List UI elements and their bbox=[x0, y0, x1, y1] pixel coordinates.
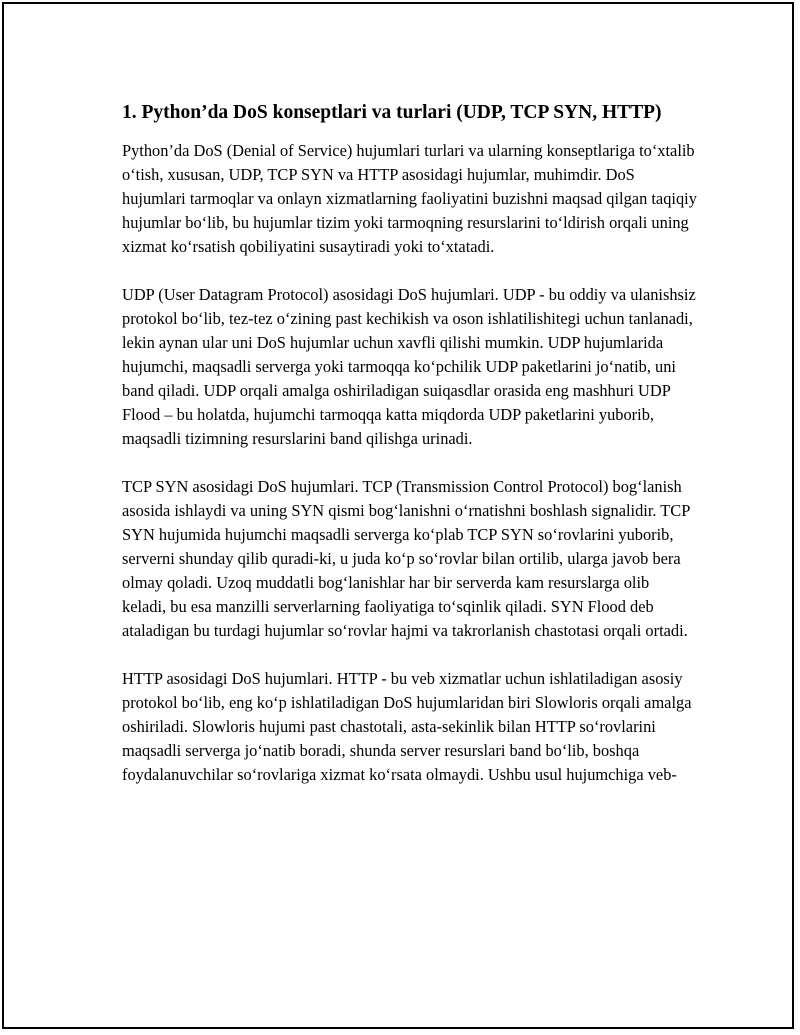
paragraph-http: HTTP asosidagi DoS hujumlari. HTTP - bu veb xizmatlar uchun ishlatiladigan asosiy protokol boʻlib, eng koʻp ishlatiladigan DoS hujumlaridan biri Slowloris orqali amalga oshiriladi. Slowloris hujumi past chastotali, asta-sekinlik bilan HTTP soʻrovlarini maqsadli serverga joʻnatib boradi, shunda server resurslari band boʻlib, boshqa foydalanuvchilar soʻrovlariga xizmat koʻrsata olmaydi. Ushbu usul hujumchiga veb- bbox=[122, 669, 692, 784]
section-heading: 1. Python’da DoS konseptlari va turlari (UDP, TCP SYN, HTTP) bbox=[122, 102, 662, 123]
document-body bbox=[122, 99, 697, 811]
paragraph-tcp-syn: TCP SYN asosidagi DoS hujumlari. TCP (Transmission Control Protocol) bogʻlanish asosida ishlaydi va uning SYN qismi bogʻlanishni oʻrnatishni boshlash signalidir. TCP SYN hujumida hujumchi maqsadli serverga koʻplab TCP SYN soʻrovlarini yuborib, serverni shunday qilib quradi-ki, u juda koʻp soʻrovlar bilan ortilib, ularga javob bera olmay qoladi. Uzoq muddatli bogʻlanishlar har bir serverda kam resurslarga olib keladi, bu esa manzilli serverlarning faoliyatiga toʻsqinlik qiladi. SYN Flood deb ataladigan bu turdagi hujumlar soʻrovlar hajmi va takrorlanish chastotasi orqali ortadi. bbox=[122, 477, 690, 640]
paragraph-intro: Python’da DoS (Denial of Service) hujumlari turlari va ularning konseptlariga toʻxtalib oʻtish, xususan, UDP, TCP SYN va HTTP asosidagi hujumlar, muhimdir. DoS hujumlari tarmoqlar va onlayn xizmatlarning faoliyatini buzishni maqsad qilgan taqiqiy hujumlar boʻlib, bu hujumlar tizim yoki tarmoqning resurslarini toʻldirish orqali uning xizmat koʻrsatish qobiliyatini susaytiradi yoki toʻxtatadi. bbox=[122, 141, 697, 256]
paragraph-udp: UDP (User Datagram Protocol) asosidagi DoS hujumlari. UDP - bu oddiy va ulanishsiz protokol boʻlib, tez-tez oʻzining past kechikish va oson ishlatilishitegi uchun tanlanadi, lekin aynan ular uni DoS hujumlar uchun xavfli qilishi mumkin. UDP hujumlarida hujumchi, maqsadli serverga yoki tarmoqqa koʻpchilik UDP paketlarini joʻnatib, uni band qiladi. UDP orqali amalga oshiriladigan suiqasdlar orasida eng mashhuri UDP Flood – bu holatda, hujumchi tarmoqqa katta miqdorda UDP paketlarini yuborib, maqsadli tizimning resurslarini band qilishga urinadi. bbox=[122, 285, 696, 448]
page-frame bbox=[2, 2, 794, 1029]
